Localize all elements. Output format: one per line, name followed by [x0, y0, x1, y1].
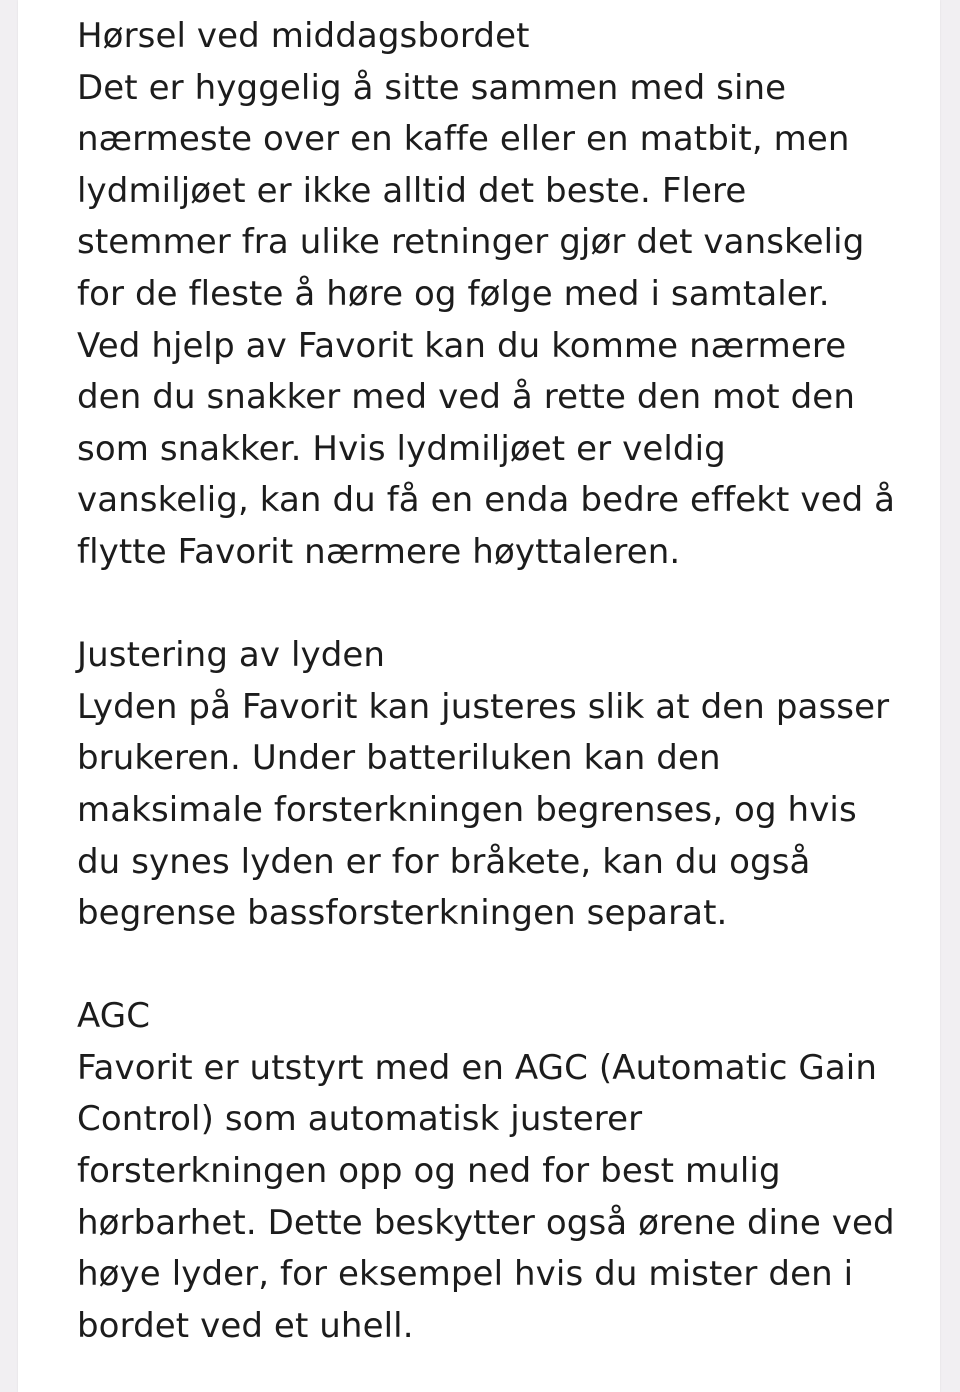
paragraph-line: for de fleste å høre og følge med i samtaler.	[77, 273, 830, 314]
paragraph-line: lydmiljøet er ikke alltid det beste. Flere	[77, 170, 747, 211]
paragraph-line: hørbarhet. Dette beskytter også ørene dine ved	[77, 1202, 895, 1243]
section-heading: Hørsel ved middagsbordet	[77, 16, 530, 56]
paragraph-line: høye lyder, for eksempel hvis du mister den i	[77, 1254, 854, 1295]
paragraph-line: Ved hjelp av Favorit kan du komme nærmere	[77, 325, 847, 366]
paragraph-line: Favorit er utstyrt med en AGC (Automatic Gain	[77, 1047, 877, 1088]
paragraph-line: brukeren. Under batteriluken kan den	[77, 738, 721, 779]
paragraph-line: den du snakker med ved å rette den mot den	[77, 377, 855, 418]
paragraph-line: Det er hyggelig å sitte sammen med sine	[77, 67, 787, 108]
section-spacer	[77, 579, 937, 631]
paragraph-line: maksimale forsterkningen begrenses, og hvis	[77, 789, 857, 830]
section-sound-adjustment	[77, 630, 937, 940]
paragraph-line: Control) som automatisk justerer	[77, 1099, 643, 1140]
paragraph-line: forsterkningen opp og ned for best mulig	[77, 1151, 781, 1192]
paragraph-line: bordet ved et uhell.	[77, 1305, 414, 1346]
paragraph-line: begrense bassforsterkningen separat.	[77, 893, 728, 934]
section-agc	[77, 991, 937, 1352]
article-card	[18, 0, 940, 1392]
section-heading: AGC	[77, 996, 151, 1037]
paragraph-line: stemmer fra ulike retninger gjør det vanskelig	[77, 222, 865, 263]
section-dinner-table	[77, 11, 937, 579]
section-spacer	[77, 940, 937, 992]
paragraph-line: vanskelig, kan du få en enda bedre effekt ved å	[77, 480, 896, 521]
paragraph-line: Lyden på Favorit kan justeres slik at den passer	[77, 686, 890, 727]
paragraph-line: du synes lyden er for bråkete, kan du også	[77, 841, 811, 882]
paragraph-line: flytte Favorit nærmere høyttaleren.	[77, 531, 681, 572]
paragraph-line: nærmeste over en kaffe eller en matbit, men	[77, 119, 850, 160]
section-heading: Justering av lyden	[77, 635, 386, 676]
paragraph-line: som snakker. Hvis lydmiljøet er veldig	[77, 428, 726, 469]
article-text	[77, 11, 937, 1352]
